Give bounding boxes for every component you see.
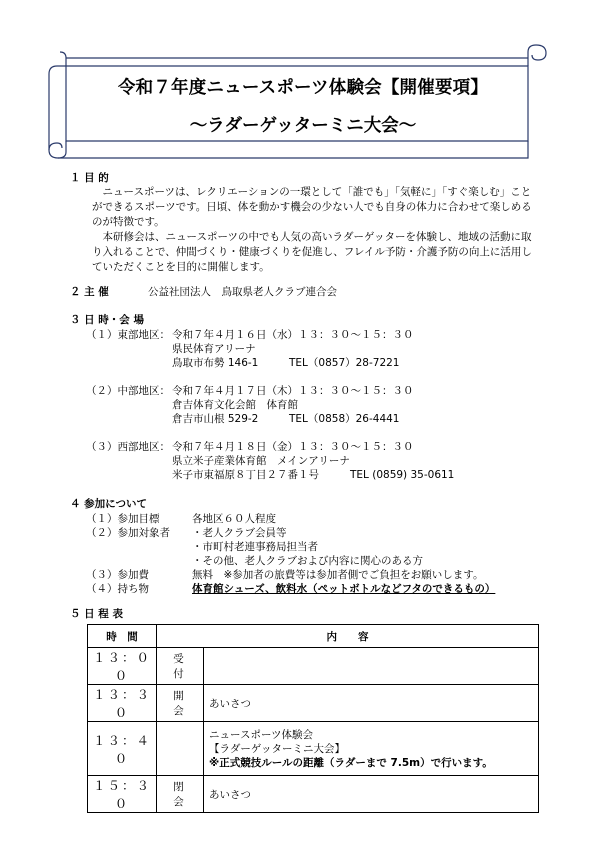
page-title: 令和７年度ニュースポーツ体験会【開催要項】 <box>117 78 489 98</box>
schedule-content: あいさつ <box>204 776 539 813</box>
venue-east-address: 鳥取市布勢 146-1 <box>172 357 259 369</box>
section-venues-heading: ３ 日 時・会 場 <box>70 314 144 326</box>
section-purpose-heading: １ 目 的 <box>70 172 109 184</box>
venue-central-label: （２）中部地区： <box>86 385 170 397</box>
venue-west-address: 米子市東福原８丁目２７番１号 <box>172 469 319 481</box>
schedule-label: 閉 会 <box>157 776 204 813</box>
schedule-label <box>157 722 204 776</box>
venue-central-address: 倉吉市山根 529-2 <box>172 413 259 425</box>
schedule-content-line-2: 【ラダーゲッターミニ大会】 <box>209 742 345 755</box>
table-row <box>88 722 539 776</box>
venue-west-name: 県立米子産業体育館 メインアリーナ <box>172 455 350 467</box>
schedule-time: １３：４０ <box>88 722 157 776</box>
venue-central-name: 倉吉体育文化会館 体育館 <box>172 399 298 411</box>
participation-items-label: （４）持ち物 <box>86 583 149 595</box>
organizer-value: 公益社団法人 鳥取県老人クラブ連合会 <box>148 286 337 298</box>
participation-fee-label: （３）参加費 <box>86 569 149 581</box>
table-row <box>88 648 539 685</box>
venue-east-tel: TEL（0857）28-7221 <box>289 357 400 369</box>
participation-eligible-value-2: ・市町村老連事務局担当者 <box>192 541 318 553</box>
purpose-text <box>92 185 537 275</box>
schedule-time: １３：００ <box>88 648 157 685</box>
section-organizer-heading: ２ 主 催 <box>70 286 109 298</box>
section-participation-heading: ４ 参加について <box>70 498 147 510</box>
schedule-content <box>204 648 539 685</box>
purpose-paragraph-2: 本研修会は、ニュースポーツの中でも人気の高いラダーゲッターを体験し、地域の活動に取り入れることで、仲間づくり・健康づくりを促進し、フレイル予防・介護予防の向上に活用していただくことを目的に開催します。 <box>92 231 532 273</box>
participation-target-label: （１）参加目標 <box>86 513 160 525</box>
schedule-time: １３：３０ <box>88 685 157 722</box>
venue-east-name: 県民体育アリーナ <box>172 343 256 355</box>
table-row <box>88 685 539 722</box>
venue-west-tel: TEL (0859) 35-0611 <box>350 469 455 481</box>
schedule-header-row <box>88 625 539 648</box>
participation-target-value: 各地区６０人程度 <box>192 513 276 525</box>
participation-eligible-value-1: ・老人クラブ会員等 <box>192 527 287 539</box>
schedule-header-content: 内 容 <box>157 625 539 648</box>
participation-eligible-value-3: ・その他、老人クラブおよび内容に関心のある方 <box>192 555 423 567</box>
schedule-time: １５：３０ <box>88 776 157 813</box>
schedule-content-line-1: ニュースポーツ体験会 <box>209 728 314 741</box>
participation-fee-value: 無料 ※参加者の旅費等は参加者側でご負担をお願いします。 <box>192 569 484 581</box>
venue-west-datetime: 令和７年４月１８日（金）１３：３０～１５：３０ <box>172 441 414 453</box>
venue-east-label: （１）東部地区： <box>86 329 170 341</box>
table-row <box>88 776 539 813</box>
venue-central-tel: TEL（0858）26-4441 <box>289 413 400 425</box>
section-schedule-heading: ５ 日 程 表 <box>70 608 123 620</box>
participation-items-value: 体育館シューズ、飲料水（ペットボトルなどフタのできるもの） <box>192 583 496 595</box>
schedule-label: 受 付 <box>157 648 204 685</box>
schedule-content-line-3: ※正式競技ルールの距離（ラダーまで 7.5m）で行います。 <box>209 756 493 769</box>
venue-central-datetime: 令和７年４月１７日（木）１３：３０～１５：３０ <box>172 385 414 397</box>
page-subtitle: ～ラダーゲッターミニ大会～ <box>189 116 417 136</box>
schedule-table <box>87 624 539 813</box>
schedule-header-time: 時 間 <box>88 625 157 648</box>
venue-west-label: （３）西部地区： <box>86 441 170 453</box>
schedule-content: あいさつ <box>204 685 539 722</box>
purpose-paragraph-1: ニュースポーツは、レクリエーションの一環として「誰でも」「気軽に」「すぐ楽しむ」ことができるスポーツです。日頃、体を動かす機会の少ない人でも自身の体力に合わせて楽しめるのが特徴です。 <box>92 186 532 228</box>
participation-eligible-label: （２）参加対象者 <box>86 527 170 539</box>
schedule-content <box>204 722 539 776</box>
schedule-label: 開 会 <box>157 685 204 722</box>
venue-east-datetime: 令和７年４月１６日（水）１３：３０～１５：３０ <box>172 329 414 341</box>
